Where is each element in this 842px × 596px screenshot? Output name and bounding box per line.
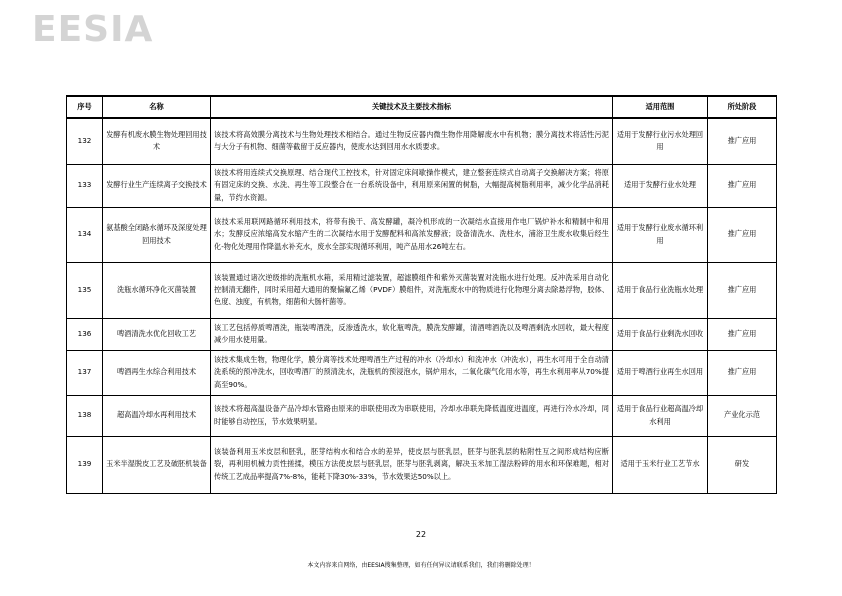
row-desc: 该装备利用玉米皮层和胚乳，胚芽结构水和结合水的差异，使皮层与胚乳层，胚芽与胚乳层的粘附性互之间形成结构应断裂，再利用机械力贡性搓揉，模压方法使皮层与胚乳层，胚芽与胚乳剥离，解决玉米加工湿法粉碎的用水和环保难题，相对传统工艺成品率提高7%-8%，能耗下降30%-33%，节水效果达50%以上。 bbox=[211, 436, 613, 493]
row-desc: 该工艺包括停质啤酒洗，瓶装啤酒洗，反渗透洗水，软化瓶啤洗，膜洗发酵罐，清酒啤酒洗以及啤酒剩洗水回收，最大程度减少用水使用量。 bbox=[211, 318, 613, 350]
row-stage: 产业化示范 bbox=[708, 395, 777, 436]
header-stage: 所处阶段 bbox=[708, 96, 777, 118]
table-row bbox=[67, 436, 777, 493]
row-scope: 适用于食品行业超高温冷却水利用 bbox=[613, 395, 708, 436]
row-desc: 该技术集成生物，物理化学，膜分离等技术处理啤酒生产过程的冲水（冷却水）和洗冲水（冲洗水），再生水可用于全自动清洗系统的预冲洗水，回收啤酒厂的预清洗水，洗瓶机的预浸泡水，锅炉用水，二氧化碳气化用水等，再生水利用率从70%提高至90%。 bbox=[211, 350, 613, 395]
row-no: 133 bbox=[67, 164, 103, 207]
row-name: 玉米半湿脱皮工艺及破胚机装备 bbox=[103, 436, 211, 493]
row-desc: 该技术将用连续式交换原理、结合现代工控技术，针对固定床间歇操作模式，建立整套连续式自动离子交换解决方案；将原有固定床的交换、水洗、再生等工段整合在一台系统设备中，利用原来闲置的树脂，大幅提高树脂利用率，减少化学品消耗量，节约水资源。 bbox=[211, 164, 613, 207]
row-scope: 适用于发酵行业废水循环利用 bbox=[613, 207, 708, 262]
page-number: 22 bbox=[415, 530, 427, 539]
row-name: 洗瓶水循环净化灭菌装置 bbox=[103, 262, 211, 318]
row-no: 134 bbox=[67, 207, 103, 262]
row-desc: 该技术将超高温设备产品冷却水管路由原来的串联使用改为串联使用，冷却水串联先降低温度进温度，再进行冷水冷却，同时能够自动控压，节水效果明显。 bbox=[211, 395, 613, 436]
row-no: 132 bbox=[67, 118, 103, 164]
row-stage: 推广应用 bbox=[708, 207, 777, 262]
eesia-logo: EESIA bbox=[32, 9, 154, 50]
header-name: 名称 bbox=[103, 96, 211, 118]
table-row bbox=[67, 118, 777, 164]
footer-note: 本文内容来自网络，由EESIA搜集整理，如有任何异议请联系我们，我们将删除处理！ bbox=[307, 562, 535, 569]
row-desc: 该装置通过诸次逆级排的洗瓶机水箱，采用精过滤装置，超滤膜组件和紫外灭菌装置对洗瓶水进行处理。反冲洗采用自动化控制清无翻件，同时采用超大通用的聚偏氟乙烯（PVDF）膜组件，对洗瓶废水中的物质进行化物理分离去除悬浮物，胶体、色度、浊度，有机物，细菌和大肠杆菌等。 bbox=[211, 262, 613, 318]
row-name: 发酵行业生产连续离子交换技术 bbox=[103, 164, 211, 207]
row-desc: 该技术采用联网路循环利用技术，将带有换干、高发酵罐，凝冷机形成的一次凝结水直接用作电厂锅炉补水和精制中和用水；发酵反应浓缩高发水缩产生的二次凝结水用于发酵配料和高浓发酵液；设备清洗水、洗柱水，浦浴卫生废水收集后经生化-物化处理用作降温水补充水，废水全部实现循环利用，吨产品用水26吨左右。 bbox=[211, 207, 613, 262]
row-stage: 推广应用 bbox=[708, 164, 777, 207]
row-scope: 适用于啤酒行业再生水回用 bbox=[613, 350, 708, 395]
row-name: 超高温冷却水再利用技术 bbox=[103, 395, 211, 436]
header-desc: 关键技术及主要技术指标 bbox=[211, 96, 613, 118]
header-scope: 适用范围 bbox=[613, 96, 708, 118]
table-row bbox=[67, 318, 777, 350]
row-name: 发酵有机废水膜生物处理回用技术 bbox=[103, 118, 211, 164]
table-row bbox=[67, 207, 777, 262]
row-no: 136 bbox=[67, 318, 103, 350]
table-row bbox=[67, 395, 777, 436]
technology-table bbox=[66, 95, 777, 494]
row-scope: 适用于发酵行业水处理 bbox=[613, 164, 708, 207]
table-row bbox=[67, 262, 777, 318]
row-no: 137 bbox=[67, 350, 103, 395]
row-name: 氨基酸全闭路水循环及深度处理回用技术 bbox=[103, 207, 211, 262]
row-scope: 适用于食品行业洗瓶水处理 bbox=[613, 262, 708, 318]
row-desc: 该技术将高效膜分离技术与生物处理技术相结合。通过生物反应器内微生物作用降解废水中有机物；膜分离技术将活性污泥与大分子有机物、细菌等截留于反应器内，使废水达到回用水水质要求。 bbox=[211, 118, 613, 164]
table-row bbox=[67, 164, 777, 207]
row-name: 啤酒清洗水优化回收工艺 bbox=[103, 318, 211, 350]
row-no: 135 bbox=[67, 262, 103, 318]
row-scope: 适用于发酵行业污水处理回用 bbox=[613, 118, 708, 164]
table-row bbox=[67, 350, 777, 395]
table-header-row bbox=[67, 96, 777, 118]
row-scope: 适用于食品行业剩洗水回收 bbox=[613, 318, 708, 350]
row-no: 139 bbox=[67, 436, 103, 493]
row-stage: 推广应用 bbox=[708, 318, 777, 350]
row-stage: 推广应用 bbox=[708, 262, 777, 318]
row-stage: 推广应用 bbox=[708, 118, 777, 164]
row-name: 啤酒再生水综合利用技术 bbox=[103, 350, 211, 395]
row-no: 138 bbox=[67, 395, 103, 436]
row-stage: 推广应用 bbox=[708, 350, 777, 395]
header-no: 序号 bbox=[67, 96, 103, 118]
row-scope: 适用于玉米行业工艺节水 bbox=[613, 436, 708, 493]
row-stage: 研发 bbox=[708, 436, 777, 493]
